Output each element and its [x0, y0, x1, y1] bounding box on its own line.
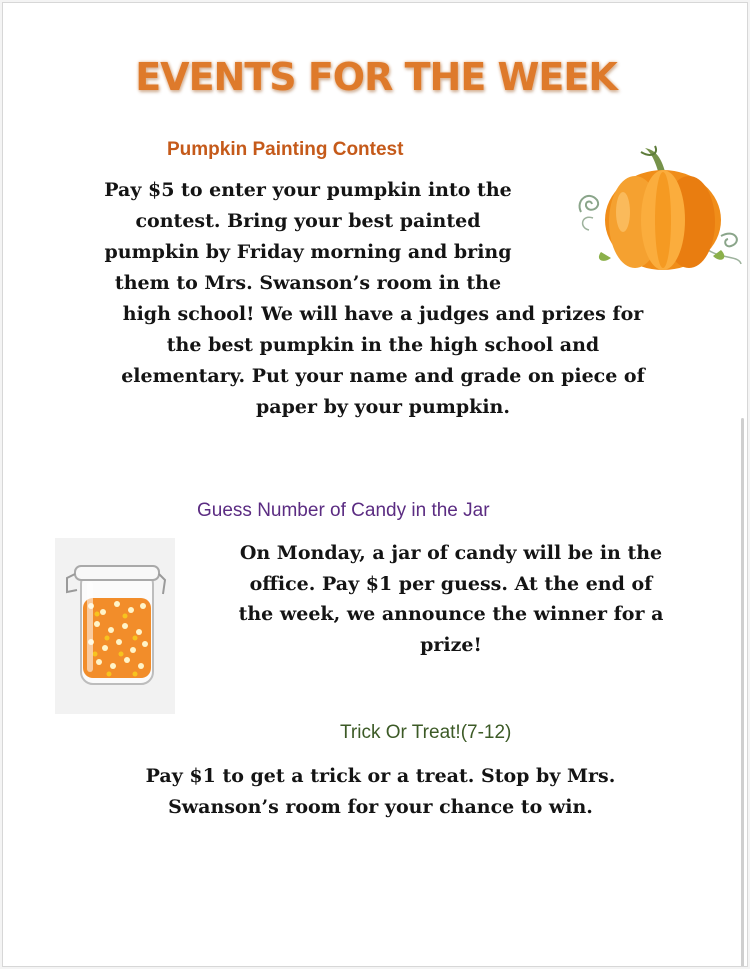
trick-line-1: Pay $1 to get a trick or a treat. Stop by Mrs. [145, 765, 616, 787]
trick-or-treat-text [43, 761, 718, 823]
candy-line-4: prize! [420, 633, 482, 656]
pumpkin-line-1: Pay $5 to enter your pumpkin into the [104, 179, 512, 201]
candy-jar-icon [55, 538, 175, 714]
pumpkin-line-2: contest. Bring your best painted [135, 210, 481, 232]
pumpkin-line-3: pumpkin by Friday morning and bring [104, 241, 512, 263]
pumpkin-line-6: the best pumpkin in the high school and [166, 334, 600, 356]
candy-line-3: the week, we announce the winner for a [238, 603, 664, 625]
candy-jar-heading: Guess Number of Candy in the Jar [197, 500, 490, 521]
pumpkin-line-8: paper by your pumpkin. [256, 396, 510, 418]
pumpkin-line-5: high school! We will have a judges and prizes for [122, 303, 644, 325]
pumpkin-icon [571, 140, 748, 280]
scroll-indicator[interactable] [741, 418, 744, 967]
trick-or-treat-heading: Trick Or Treat!(7-12) [340, 722, 512, 743]
flyer-page [2, 2, 748, 967]
pumpkin-line-4: them to Mrs. Swanson’s room in the [114, 272, 502, 294]
candy-line-1: On Monday, a jar of candy will be in the [239, 542, 663, 564]
candy-line-2: office. Pay $1 per guess. At the end of [249, 572, 653, 595]
pumpkin-contest-heading: Pumpkin Painting Contest [167, 139, 404, 160]
pumpkin-contest-text-bottom [43, 299, 723, 423]
pumpkin-contest-text-top [43, 175, 573, 299]
page-title: EVENTS FOR THE WEEK [135, 55, 617, 99]
pumpkin-line-7: elementary. Put your name and grade on piece of [121, 365, 645, 387]
trick-line-2: Swanson’s room for your chance to win. [168, 796, 593, 818]
candy-jar-text [191, 538, 711, 660]
